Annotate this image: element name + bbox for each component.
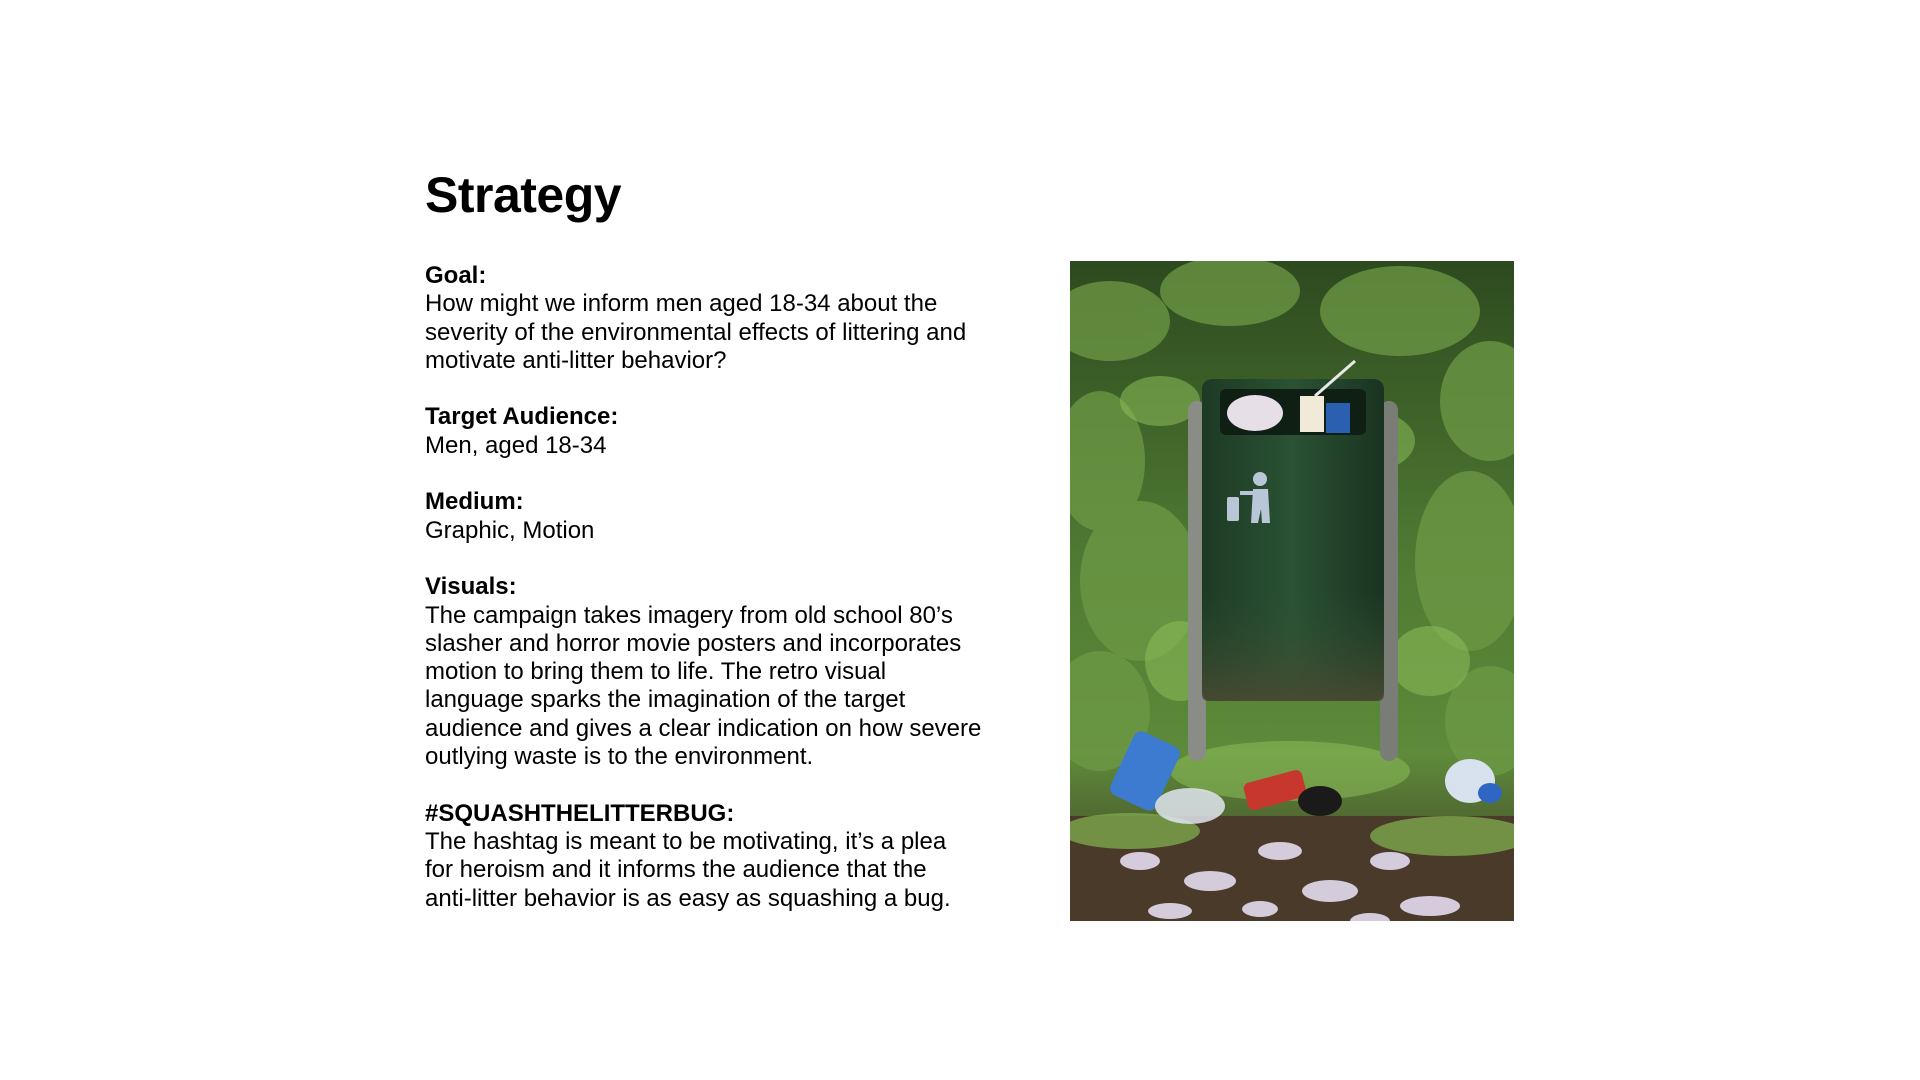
visuals-line: The campaign takes imagery from old school 80’s [425, 601, 953, 629]
medium-line: Graphic, Motion [425, 516, 595, 544]
hashtag-line: anti-litter behavior is as easy as squashing a bug. [425, 884, 951, 912]
visuals-heading: Visuals: [425, 573, 517, 601]
visuals-section [425, 573, 1005, 771]
target-audience-section [425, 403, 1005, 460]
hashtag-section [425, 800, 1005, 913]
goal-section [425, 262, 1005, 375]
goal-line: How might we inform men aged 18-34 about the [425, 290, 938, 318]
visuals-line: outlying waste is to the environment. [425, 743, 814, 771]
goal-heading: Goal: [425, 262, 487, 289]
target-audience-heading: Target Audience: [425, 403, 619, 431]
visuals-line: audience and gives a clear indication on how severe [425, 714, 982, 742]
hashtag-heading: #SQUASHTHELITTERBUG: [425, 799, 735, 827]
strategy-content [425, 262, 1005, 913]
goal-line: motivate anti-litter behavior? [425, 346, 727, 374]
medium-section [425, 488, 1005, 545]
trash-bin-photo [1070, 261, 1514, 921]
visuals-line: slasher and horror movie posters and incorporates [425, 629, 962, 657]
visuals-line: motion to bring them to life. The retro visual [425, 658, 887, 686]
hashtag-line: The hashtag is meant to be motivating, it’s a plea [425, 827, 947, 855]
medium-heading: Medium: [425, 488, 524, 516]
visuals-line: language sparks the imagination of the target [425, 686, 906, 714]
hashtag-line: for heroism and it informs the audience that the [425, 856, 927, 884]
target-audience-line: Men, aged 18-34 [425, 431, 607, 459]
page-title: Strategy [425, 167, 622, 223]
goal-line: severity of the environmental effects of littering and [425, 318, 967, 346]
